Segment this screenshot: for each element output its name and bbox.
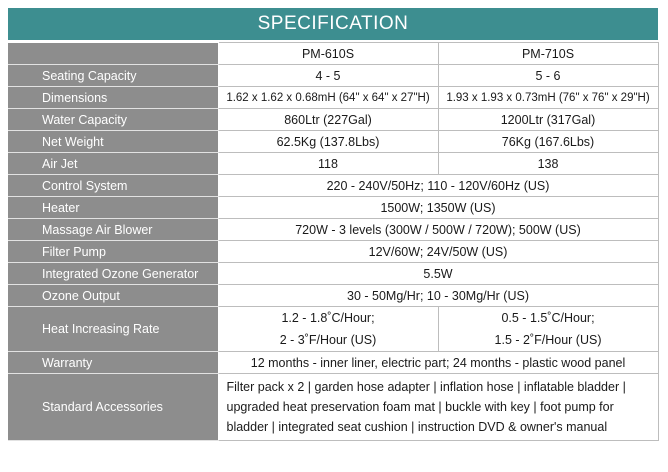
row-ozone-generator bbox=[8, 263, 658, 285]
dimensions-pm710s: 1.93 x 1.93 x 0.73mH (76" x 76" x 29"H) bbox=[438, 87, 658, 109]
spec-table bbox=[8, 42, 659, 441]
warranty-value: 12 months - inner liner, electric part; 24 months - plastic wood panel bbox=[218, 352, 658, 374]
airjet-pm610s: 118 bbox=[218, 153, 438, 175]
label-heat-rate: Heat Increasing Rate bbox=[8, 307, 218, 352]
weight-pm710s: 76Kg (167.6Lbs) bbox=[438, 131, 658, 153]
label-dimensions: Dimensions bbox=[8, 87, 218, 109]
row-filter bbox=[8, 241, 658, 263]
control-value: 220 - 240V/50Hz; 110 - 120V/60Hz (US) bbox=[218, 175, 658, 197]
row-seating bbox=[8, 65, 658, 87]
header-corner bbox=[8, 43, 218, 65]
label-heater: Heater bbox=[8, 197, 218, 219]
label-seating: Seating Capacity bbox=[8, 65, 218, 87]
accessories-value bbox=[218, 374, 658, 441]
row-heat-rate bbox=[8, 307, 658, 352]
accessories-line-3: bladder | integrated seat cushion | instruction DVD & owner's manual bbox=[226, 420, 608, 434]
model-pm710s: PM-710S bbox=[438, 43, 658, 65]
seating-pm710s: 5 - 6 bbox=[438, 65, 658, 87]
label-accessories: Standard Accessories bbox=[8, 374, 218, 441]
label-blower: Massage Air Blower bbox=[8, 219, 218, 241]
row-water bbox=[8, 109, 658, 131]
accessories-line-1: Filter pack x 2 | garden hose adapter | inflation hose | inflatable bladder | bbox=[226, 380, 626, 394]
row-dimensions bbox=[8, 87, 658, 109]
label-control: Control System bbox=[8, 175, 218, 197]
row-airjet bbox=[8, 153, 658, 175]
airjet-pm710s: 138 bbox=[438, 153, 658, 175]
accessories-line-2: upgraded heat preservation foam mat | buckle with key | foot pump for bbox=[226, 400, 614, 414]
heat-rate-pm710s-fahrenheit: 1.5 - 2˚F/Hour (US) bbox=[494, 333, 602, 347]
label-water: Water Capacity bbox=[8, 109, 218, 131]
row-heater bbox=[8, 197, 658, 219]
filter-value: 12V/60W; 24V/50W (US) bbox=[218, 241, 658, 263]
row-control bbox=[8, 175, 658, 197]
spec-sheet bbox=[8, 8, 658, 441]
row-warranty bbox=[8, 352, 658, 374]
heat-rate-pm610s-celsius: 1.2 - 1.8˚C/Hour; bbox=[281, 311, 375, 325]
heat-rate-pm610s-fahrenheit: 2 - 3˚F/Hour (US) bbox=[279, 333, 377, 347]
label-airjet: Air Jet bbox=[8, 153, 218, 175]
blower-value: 720W - 3 levels (300W / 500W / 720W); 500W (US) bbox=[218, 219, 658, 241]
spec-title: SPECIFICATION bbox=[8, 8, 658, 42]
label-filter: Filter Pump bbox=[8, 241, 218, 263]
ozone-output-value: 30 - 50Mg/Hr; 10 - 30Mg/Hr (US) bbox=[218, 285, 658, 307]
row-ozone-output bbox=[8, 285, 658, 307]
heat-rate-pm710s bbox=[438, 307, 658, 352]
row-weight bbox=[8, 131, 658, 153]
row-accessories bbox=[8, 374, 658, 441]
seating-pm610s: 4 - 5 bbox=[218, 65, 438, 87]
label-warranty: Warranty bbox=[8, 352, 218, 374]
label-ozone-generator: Integrated Ozone Generator bbox=[8, 263, 218, 285]
water-pm710s: 1200Ltr (317Gal) bbox=[438, 109, 658, 131]
heat-rate-pm610s bbox=[218, 307, 438, 352]
model-header-row bbox=[8, 43, 658, 65]
row-blower bbox=[8, 219, 658, 241]
label-weight: Net Weight bbox=[8, 131, 218, 153]
water-pm610s: 860Ltr (227Gal) bbox=[218, 109, 438, 131]
heat-rate-pm710s-celsius: 0.5 - 1.5˚C/Hour; bbox=[501, 311, 595, 325]
ozone-generator-value: 5.5W bbox=[218, 263, 658, 285]
label-ozone-output: Ozone Output bbox=[8, 285, 218, 307]
model-pm610s: PM-610S bbox=[218, 43, 438, 65]
dimensions-pm610s: 1.62 x 1.62 x 0.68mH (64" x 64" x 27"H) bbox=[218, 87, 438, 109]
weight-pm610s: 62.5Kg (137.8Lbs) bbox=[218, 131, 438, 153]
heater-value: 1500W; 1350W (US) bbox=[218, 197, 658, 219]
